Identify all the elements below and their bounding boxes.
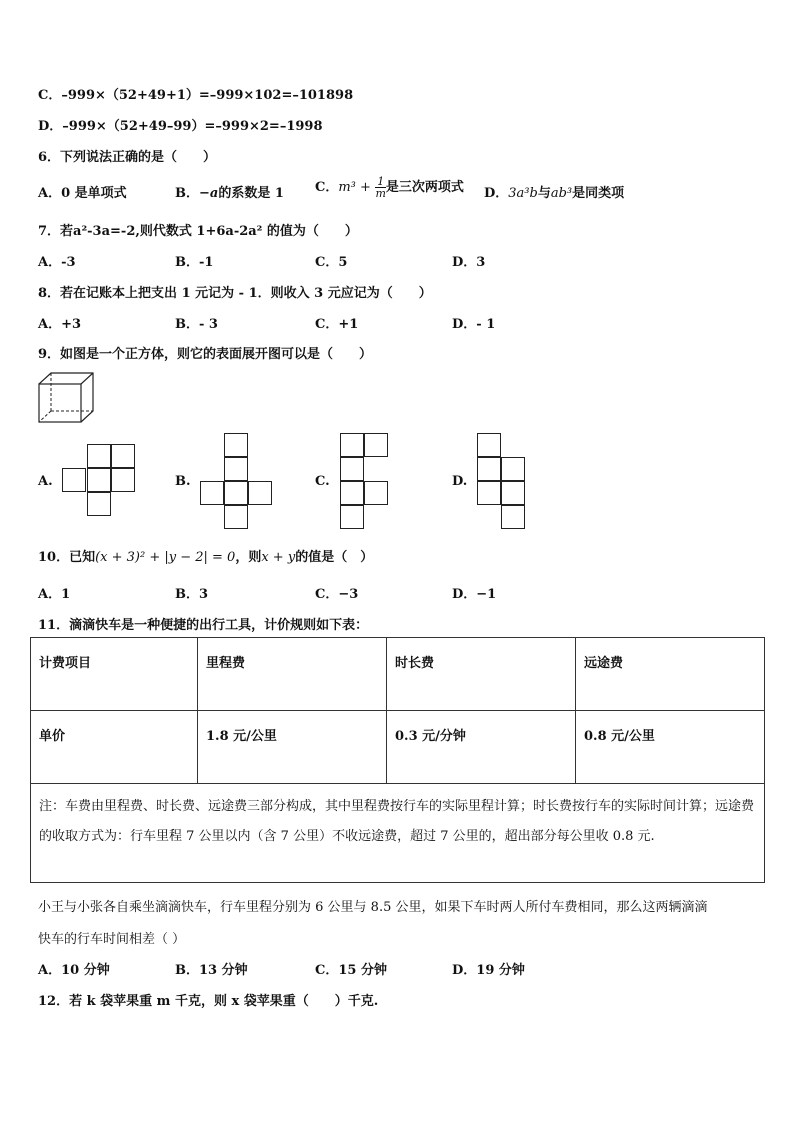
fee-table-header-row bbox=[31, 638, 765, 711]
q6-c-numerator: 1 bbox=[377, 175, 385, 188]
net-c-square bbox=[340, 433, 364, 457]
net-c-square bbox=[340, 505, 364, 529]
net-d bbox=[477, 433, 527, 531]
q6-b-text: 的系数是 1 bbox=[218, 186, 284, 201]
q10-prefix: 10．已知 bbox=[38, 550, 96, 565]
q11-option-d: D．19 分钟 bbox=[452, 963, 525, 978]
fee-table bbox=[30, 637, 765, 883]
net-b-square bbox=[248, 481, 272, 505]
q10-option-b: B．3 bbox=[175, 587, 209, 602]
net-d-square bbox=[477, 481, 501, 505]
net-d-square bbox=[477, 457, 501, 481]
fee-price-cell: 1.8 元/公里 bbox=[198, 711, 387, 784]
net-b-square bbox=[200, 481, 224, 505]
question-10 bbox=[38, 546, 373, 565]
fee-price-cell: 0.3 元/分钟 bbox=[387, 711, 576, 784]
cube-top-edge bbox=[81, 373, 93, 384]
net-c bbox=[340, 433, 390, 531]
q6-d-mid: 与 bbox=[537, 186, 551, 201]
q6-c-fraction bbox=[375, 176, 385, 199]
q6-d-text: 是同类项 bbox=[572, 186, 625, 201]
q9-label-c: C. bbox=[315, 474, 330, 489]
q10-option-d: D．−1 bbox=[452, 587, 497, 602]
q10-expression: (x + 3)² + |y − 2| = 0 bbox=[95, 550, 236, 565]
q9-label-b: B. bbox=[175, 474, 191, 489]
q9-label-a: A. bbox=[38, 474, 53, 489]
net-a-square bbox=[62, 468, 86, 492]
fee-table-price-row bbox=[31, 711, 765, 784]
q11-text-line-1: 小王与小张各自乘坐滴滴快车，行车里程分别为 6 公里与 8.5 公里，如果下车时两人所付车费相同，那么这两辆滴滴 bbox=[38, 900, 708, 915]
net-c-square bbox=[364, 433, 388, 457]
q6-d-label: D． bbox=[484, 186, 509, 201]
q6-option-b bbox=[175, 182, 284, 201]
q10-option-c: C．−3 bbox=[315, 587, 359, 602]
q6-c-denominator: m bbox=[375, 187, 386, 200]
option-d-top: D．–999×（52+49–99）=–999×2=–1998 bbox=[38, 119, 323, 134]
fee-price-cell: 0.8 元/公里 bbox=[576, 711, 765, 784]
q10-suffix: 的值是（ ） bbox=[295, 550, 374, 565]
question-11: 11．滴滴快车是一种便捷的出行工具，计价规则如下表： bbox=[38, 618, 369, 633]
q11-text-line-2: 快车的行车时间相差（ ） bbox=[38, 932, 186, 947]
net-b-square bbox=[224, 457, 248, 481]
q6-option-c bbox=[315, 176, 464, 199]
q10-variable: x + y bbox=[261, 550, 296, 565]
q9-label-d: D. bbox=[452, 474, 468, 489]
fee-header-cell: 计费项目 bbox=[31, 638, 198, 711]
net-a bbox=[62, 444, 136, 520]
option-c-top: C．–999×（52+49+1）=–999×102=–101898 bbox=[38, 88, 354, 103]
net-a-square bbox=[111, 468, 135, 492]
q6-d-math1: 3a³b bbox=[508, 186, 538, 201]
question-7: 7．若a²-3a=-2,则代数式 1+6a-2a² 的值为（ ） bbox=[38, 224, 358, 239]
q6-c-math: m³ + bbox=[338, 180, 371, 195]
question-12: 12．若 k 袋苹果重 m 千克，则 x 袋苹果重（ ）千克. bbox=[38, 994, 379, 1009]
net-c-square bbox=[340, 481, 364, 505]
q6-d-math2: ab³ bbox=[550, 186, 573, 201]
net-b-square bbox=[224, 505, 248, 529]
fee-note: 注：车费由里程费、时长费、远途费三部分构成，其中里程费按行车的实际里程计算；时长费按行车的实际时间计算；远途费的收取方式为：行车里程 7 公里以内（含 7 公里）不收远途费，超过 7 公里的，超出部分每公里收 0.8 元. bbox=[31, 784, 765, 883]
net-b bbox=[200, 433, 274, 531]
net-a-square bbox=[87, 468, 111, 492]
q6-option-d bbox=[484, 182, 624, 201]
fee-table-note-row bbox=[31, 784, 765, 883]
net-a-square bbox=[111, 444, 135, 468]
q10-mid: ，则 bbox=[235, 550, 262, 565]
q8-option-a: A．+3 bbox=[38, 317, 82, 332]
fee-header-cell: 时长费 bbox=[387, 638, 576, 711]
question-8: 8．若在记账本上把支出 1 元记为 - 1．则收入 3 元应记为（ ） bbox=[38, 286, 432, 301]
q6-b-label: B． bbox=[175, 186, 199, 201]
q10-option-a: A．1 bbox=[38, 587, 71, 602]
q6-option-a: A．0 是单项式 bbox=[38, 186, 127, 201]
net-b-square bbox=[224, 481, 248, 505]
q6-c-label: C． bbox=[315, 180, 339, 195]
net-a-square bbox=[87, 492, 111, 516]
q11-option-b: B．13 分钟 bbox=[175, 963, 248, 978]
q11-option-c: C．15 分钟 bbox=[315, 963, 387, 978]
fee-price-cell: 单价 bbox=[31, 711, 198, 784]
q7-option-b: B．-1 bbox=[175, 255, 214, 270]
q6-b-math: −a bbox=[199, 186, 219, 201]
question-9: 9．如图是一个正方体，则它的表面展开图可以是（ ） bbox=[38, 347, 373, 362]
fee-header-cell: 里程费 bbox=[198, 638, 387, 711]
q8-option-c: C．+1 bbox=[315, 317, 359, 332]
net-a-square bbox=[87, 444, 111, 468]
cube-hidden-diagonal bbox=[39, 411, 51, 422]
fee-header-cell: 远途费 bbox=[576, 638, 765, 711]
cube-figure bbox=[36, 370, 96, 426]
net-c-square bbox=[364, 481, 388, 505]
q11-option-a: A．10 分钟 bbox=[38, 963, 110, 978]
q8-option-b: B．- 3 bbox=[175, 317, 218, 332]
net-d-square bbox=[477, 433, 501, 457]
q7-option-d: D．3 bbox=[452, 255, 486, 270]
q7-option-c: C．5 bbox=[315, 255, 348, 270]
net-c-square bbox=[340, 457, 364, 481]
net-d-square bbox=[501, 481, 525, 505]
net-d-square bbox=[501, 505, 525, 529]
net-b-square bbox=[224, 433, 248, 457]
question-6: 6．下列说法正确的是（ ） bbox=[38, 150, 217, 165]
q7-option-a: A．-3 bbox=[38, 255, 76, 270]
net-d-square bbox=[501, 457, 525, 481]
q8-option-d: D．- 1 bbox=[452, 317, 496, 332]
q6-c-text: 是三次两项式 bbox=[385, 180, 464, 195]
